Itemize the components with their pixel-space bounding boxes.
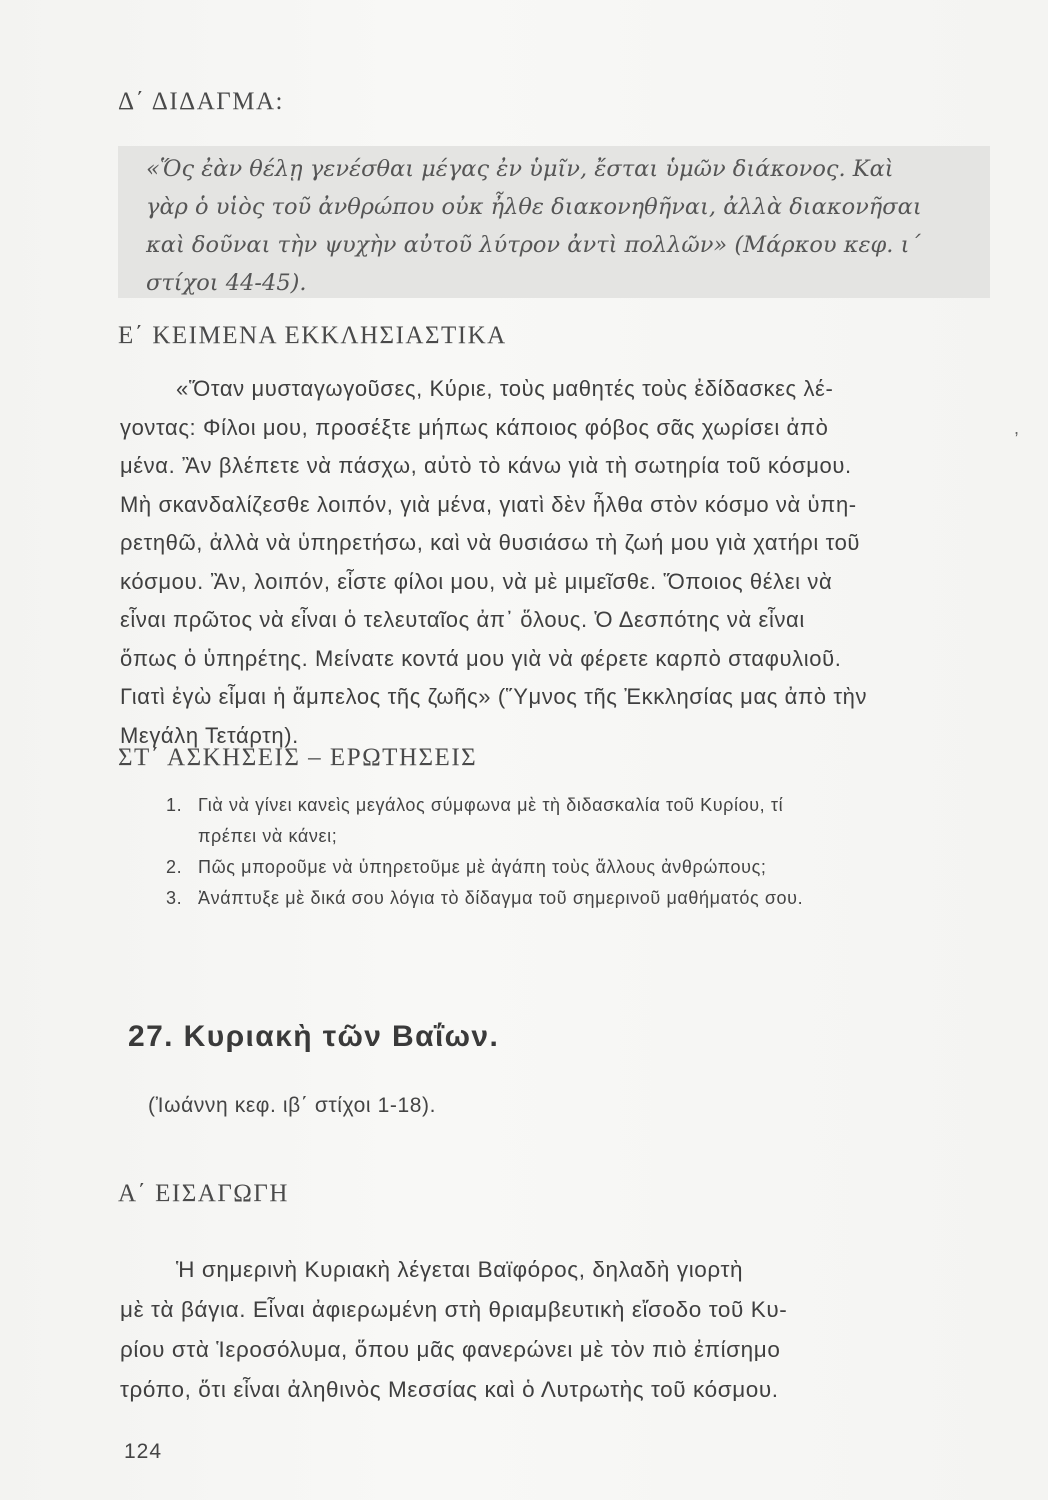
question-text: Πῶς μποροῦμε νὰ ὑπηρετοῦμε μὲ ἀγάπη τοὺς ἄλλους ἀνθρώπους;	[198, 857, 767, 877]
question-text-continued: πρέπει νὰ κάνει;	[198, 826, 338, 846]
text-line: Γιατὶ ἐγὼ εἶμαι ἡ ἄμπελος τῆς ζωῆς» (Ὕμνος τῆς Ἐκκλησίας μας ἀπὸ τὴν	[120, 684, 868, 709]
section-title-eisagogi: Α΄ ΕΙΣΑΓΩΓΗ	[118, 1180, 289, 1207]
text-line: ρετηθῶ, ἀλλὰ νὰ ὑπηρετήσω, καὶ νὰ θυσιάσω τὴ ζωή μου γιὰ χατήρι τοῦ	[120, 530, 861, 555]
question-number: 3.	[166, 888, 183, 908]
section-title-didagma: Δ΄ ΔΙΔΑΓΜΑ:	[118, 88, 284, 115]
text-line: Μὴ σκανδαλίζεσθε λοιπόν, γιὰ μένα, γιατὶ δὲν ἦλθα στὸν κόσμο νὰ ὑπη-	[120, 491, 857, 517]
quote-line: «Ὅς ἐὰν θέλῃ γενέσθαι μέγας ἐν ὑμῖν, ἔσται ὑμῶν διάκονος. Καὶ	[146, 156, 894, 182]
question-text: Ἀνάπτυξε μὲ δικά σου λόγια τὸ δίδαγμα τοῦ σημερινοῦ μαθήματός σου.	[198, 888, 804, 908]
question-text: Γιὰ νὰ γίνει κανεὶς μεγάλος σύμφωνα μὲ τὴ διδασκαλία τοῦ Κυρίου, τί	[198, 795, 784, 815]
text-line: μένα. Ἂν βλέπετε νὰ πάσχω, αὐτὸ τὸ κάνω γιὰ τὴ σωτηρία τοῦ κόσμου.	[120, 453, 852, 478]
quote-line: γὰρ ὁ υἱὸς τοῦ ἀνθρώπου οὐκ ἦλθε διακονηθῆναι, ἀλλὰ διακονῆσαι	[146, 194, 922, 220]
text-line: ρίου στὰ Ἱεροσόλυμα, ὅπου μᾶς φανερώνει μὲ τὸν πιὸ ἐπίσημο	[120, 1337, 781, 1362]
text-line: τρόπο, ὅτι εἶναι ἀληθινὸς Μεσσίας καὶ ὁ Λυτρωτὴς τοῦ κόσμου.	[120, 1377, 779, 1402]
quote-line: στίχοι 44-45).	[146, 270, 307, 296]
section-title-askiseis: ΣΤ΄ ΑΣΚΗΣΕΙΣ – ΕΡΩΤΗΣΕΙΣ	[118, 744, 478, 771]
question-number: 2.	[166, 857, 183, 877]
text-line: «Ὅταν μυσταγωγοῦσες, Κύριε, τοὺς μαθητές τοὺς ἐδίδασκες λέ-	[176, 376, 834, 401]
text-line: κόσμου. Ἂν, λοιπόν, εἶστε φίλοι μου, νὰ μὲ μιμεῖσθε. Ὅποιος θέλει νὰ	[120, 568, 833, 594]
text-line: μὲ τὰ βάγια. Εἶναι ἀφιερωμένη στὴ θριαμβευτικὴ εἴσοδο τοῦ Κυ-	[120, 1297, 788, 1322]
page-number: 124	[124, 1440, 163, 1463]
text-line: γοντας: Φίλοι μου, προσέξτε μήπως κάποιος φόβος σᾶς χωρίσει ἀπὸ	[120, 414, 829, 440]
questions-list	[166, 790, 996, 914]
question-item	[166, 852, 996, 883]
question-item	[166, 790, 996, 852]
question-number: 1.	[166, 795, 183, 815]
keimena-paragraph	[120, 370, 990, 755]
didagma-quote	[146, 150, 986, 302]
section-title-keimena: Ε΄ ΚΕΙΜΕΝΑ ΕΚΚΛΗΣΙΑΣΤΙΚΑ	[118, 322, 507, 349]
text-line: Ἡ σημερινὴ Κυριακὴ λέγεται Βαϊφόρος, δηλαδὴ γιορτὴ	[176, 1257, 744, 1282]
stray-mark: ,	[1014, 418, 1020, 438]
quote-line: καὶ δοῦναι τὴν ψυχὴν αὐτοῦ λύτρον ἀντὶ πολλῶν» (Μάρκου κεφ. ι΄	[146, 232, 921, 258]
scripture-reference: (Ἰωάννη κεφ. ιβ΄ στίχοι 1-18).	[148, 1094, 437, 1117]
text-line: ὅπως ὁ ὑπηρέτης. Μείνατε κοντά μου γιὰ νὰ φέρετε καρπὸ σταφυλιοῦ.	[120, 645, 842, 671]
chapter-title: 27. Κυριακὴ τῶν Βαΐων.	[128, 1020, 500, 1053]
question-item	[166, 883, 996, 914]
text-line: Μεγάλη Τετάρτη).	[120, 722, 299, 748]
text-line: εἶναι πρῶτος νὰ εἶναι ὁ τελευταῖος ἀπ᾿ ὅλους. Ὁ Δεσπότης νὰ εἶναι	[120, 607, 805, 632]
eisagogi-paragraph	[120, 1250, 990, 1410]
